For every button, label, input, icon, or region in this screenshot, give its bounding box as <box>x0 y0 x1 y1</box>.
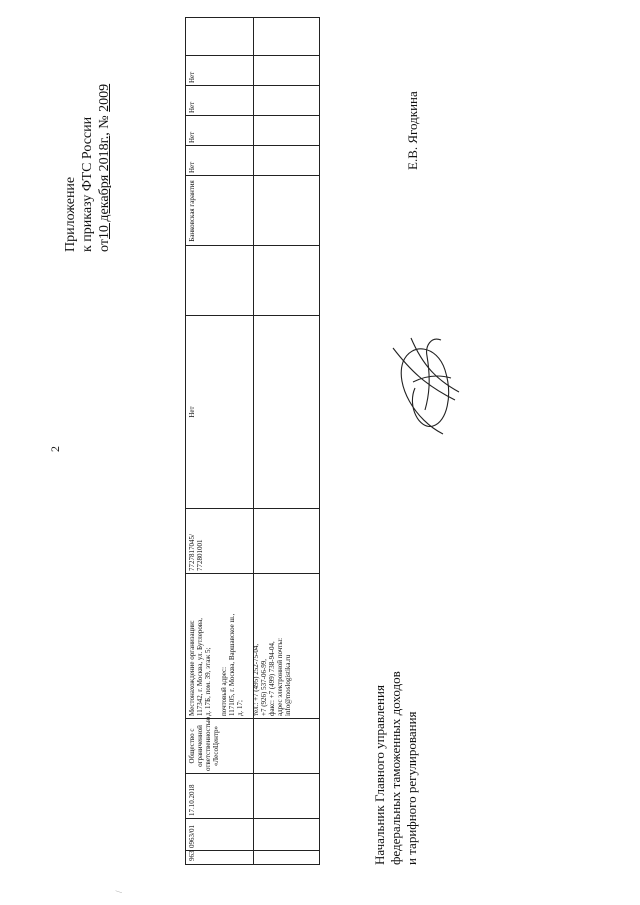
table-cell-flag1: Нет <box>188 161 196 173</box>
table-cell-security: Банковская гарантия <box>188 180 196 242</box>
address-line: адрес электронной почты: <box>276 637 284 716</box>
page-number: 2 <box>48 446 62 452</box>
table-cell-branches: Нет <box>188 406 196 418</box>
registry-table <box>185 17 320 865</box>
table-cell-flag2: Нет <box>188 131 196 143</box>
address-line: 117105, г. Москва, Варшавское ш., <box>228 613 236 716</box>
address-line: д. 17; <box>236 699 244 716</box>
appendix-line3: от10 декабря 2018г., № 2009 <box>97 83 112 252</box>
signer-name: Е.В. Ягодкина <box>405 91 420 170</box>
appendix-header <box>62 84 113 252</box>
appendix-number: 2009 <box>97 83 112 112</box>
appendix-date: 10 декабря 2018г. <box>97 135 112 240</box>
table-cell-inn-kpp: 7727817045/ 772801001 <box>188 534 204 571</box>
address-line <box>244 576 252 716</box>
address-line: info@moslogistika.ru <box>284 654 292 716</box>
table-cell-flag3: Нет <box>188 101 196 113</box>
address-line: 117342, г. Москва, ул. Бутлерова, <box>196 618 204 716</box>
appendix-line1: Приложение <box>63 176 78 252</box>
appendix-line2: к приказу ФТС России <box>80 116 95 252</box>
table-cell-flag4: Нет <box>188 71 196 83</box>
table-cell-organization: Общество с ограниченной ответственностью «ЛесоЦентр» <box>188 716 220 771</box>
chief-line2: федеральных таможенных доходов <box>388 671 403 865</box>
chief-title <box>372 671 420 865</box>
table-cell-registry-number: 0963/01 <box>188 825 196 848</box>
chief-line1: Начальник Главного управления <box>372 685 387 865</box>
address-line: факс: +7 (499) 738-94-04, <box>268 641 276 716</box>
margin-mark: / <box>114 890 124 893</box>
appendix-number-label: № <box>97 115 112 129</box>
signature-icon <box>385 330 473 440</box>
table-cell-index: 963 <box>188 850 196 861</box>
address-line: почтовый адрес: <box>220 666 228 716</box>
address-line: д. 17Б, пом. 39, этаж 5; <box>204 647 212 716</box>
appendix-prefix: от <box>97 239 112 252</box>
address-line <box>212 576 220 716</box>
table-cell-address <box>188 576 292 716</box>
address-line: +7 (926) 537-06-99, <box>260 658 268 716</box>
table-cell-date: 17.10.2018 <box>188 784 196 816</box>
address-line: Местонахождение организации: <box>188 620 196 716</box>
address-line: тел.: +7 (495) 252-75-04, <box>252 643 260 716</box>
chief-line3: и тарифного регулирования <box>404 711 419 865</box>
